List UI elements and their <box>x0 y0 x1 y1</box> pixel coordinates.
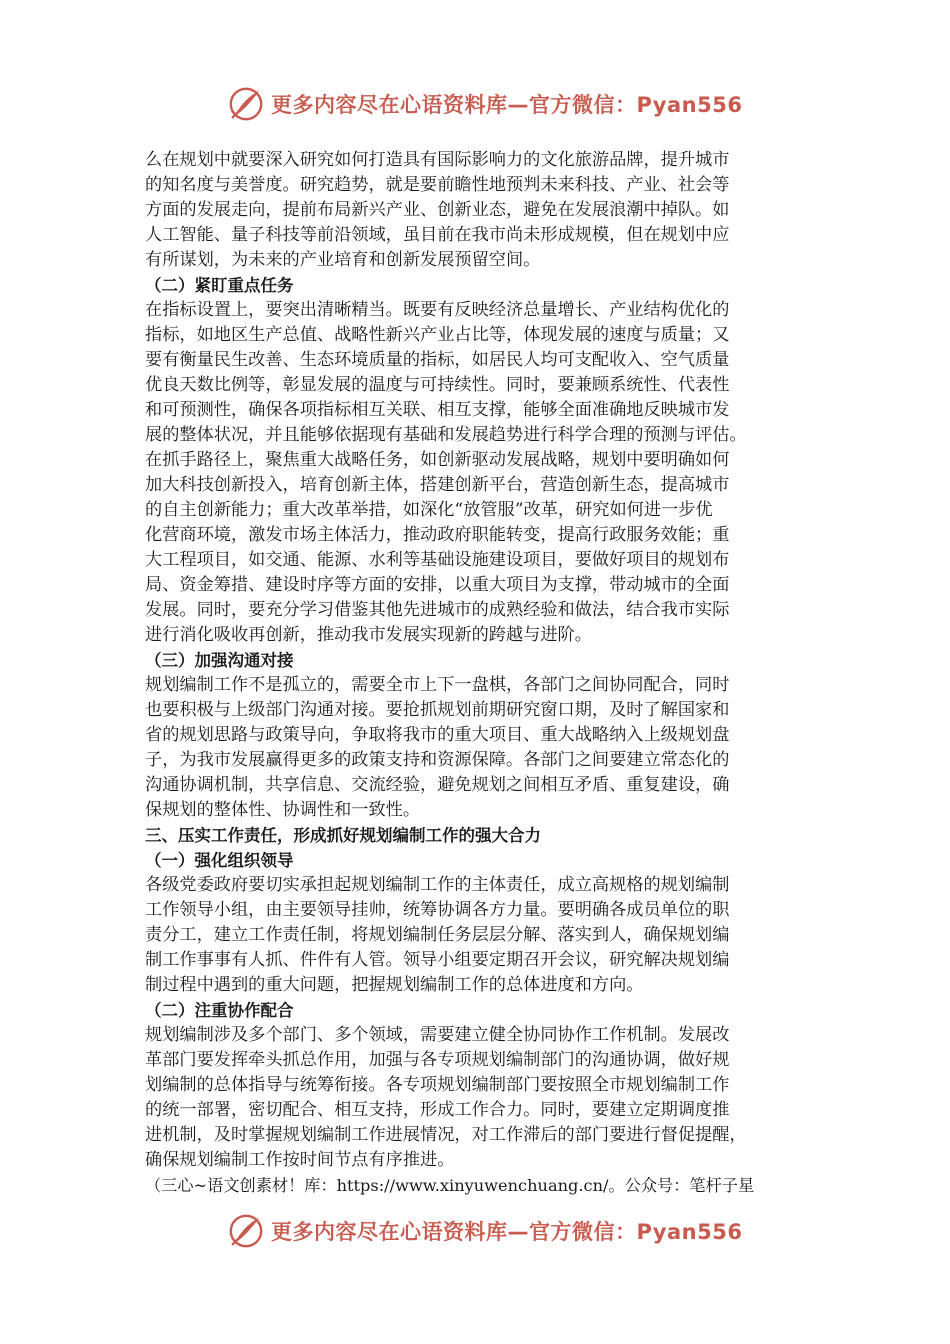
paragraph-line: 革部门要发挥牵头抓总作用，加强与各专项规划编制部门的沟通协调，做好规 <box>145 1050 730 1070</box>
paragraph-line: 也要积极与上级部门沟通对接。要抢抓规划前期研究窗口期，及时了解国家和 <box>145 700 730 720</box>
document-body <box>145 148 815 1198</box>
paragraph-line: 要有衡量民生改善、生态环境质量的指标，如居民人均可支配收入、空气质量 <box>145 350 730 370</box>
paragraph-line: 沟通协调机制，共享信息、交流经验，避免规划之间相互矛盾、重复建设，确 <box>145 775 730 795</box>
paragraph-line: 确保规划编制工作按时间节点有序推进。 <box>145 1150 455 1170</box>
quill-logo-icon <box>227 85 265 123</box>
paragraph-line: 化营商环境，激发市场主体活力，推动政府职能转变，提高行政服务效能；重 <box>145 525 730 545</box>
paragraph-line: 保规划的整体性、协调性和一致性。 <box>145 800 421 820</box>
paragraph-line: 有所谋划，为未来的产业培育和创新发展预留空间。 <box>145 250 541 270</box>
paragraph-line: 在指标设置上，要突出清晰精当。既要有反映经济总量增长、产业结构优化的 <box>145 300 730 320</box>
paragraph-line: 展的整体状况，并且能够依据现有基础和发展趋势进行科学合理的预测与评估。 <box>145 425 747 445</box>
section-heading: （三）加强沟通对接 <box>145 651 294 670</box>
paragraph-line: 指标，如地区生产总值、战略性新兴产业占比等，体现发展的速度与质量；又 <box>145 325 730 345</box>
paragraph-line: 子，为我市发展赢得更多的政策支持和资源保障。各部门之间要建立常态化的 <box>145 750 730 770</box>
paragraph-line: 划编制的总体指导与统筹衔接。各专项规划编制部门要按照全市规划编制工作 <box>145 1075 730 1095</box>
paragraph-line: 进行消化吸收再创新，推动我市发展实现新的跨越与进阶。 <box>145 625 592 645</box>
paragraph-line: 局、资金筹措、建设时序等方面的安排，以重大项目为支撑，带动城市的全面 <box>145 575 730 595</box>
paragraph-line: 的统一部署，密切配合、相互支持，形成工作合力。同时，要建立定期调度推 <box>145 1100 730 1120</box>
paragraph-line: 规划编制工作不是孤立的，需要全市上下一盘棋，各部门之间协同配合，同时 <box>145 675 730 695</box>
footer-banner-text: 更多内容尽在心语资料库—官方微信：Pyan556 <box>271 1220 743 1244</box>
paragraph-line: 规划编制涉及多个部门、多个领域，需要建立健全协同协作工作机制。发展改 <box>145 1025 730 1045</box>
paragraph-line: 加大科技创新投入，培育创新主体，搭建创新平台，营造创新生态，提高城市 <box>145 475 730 495</box>
paragraph-line: 进机制，及时掌握规划编制工作进展情况，对工作滞后的部门要进行督促提醒， <box>145 1125 747 1145</box>
quill-logo-icon <box>227 1212 265 1250</box>
paragraph-line: 方面的发展走向，提前布局新兴产业、创新业态，避免在发展浪潮中掉队。如 <box>145 200 730 220</box>
footer-banner <box>227 1209 743 1253</box>
paragraph-line: 制过程中遇到的重大问题，把握规划编制工作的总体进度和方向。 <box>145 975 644 995</box>
paragraph-line: 大工程项目，如交通、能源、水利等基础设施建设项目，要做好项目的规划布 <box>145 550 730 570</box>
paragraph-line: 在抓手路径上，聚焦重大战略任务，如创新驱动发展战略，规划中要明确如何 <box>145 450 730 470</box>
section-heading: （二）紧盯重点任务 <box>145 276 294 295</box>
paragraph-line: 工作领导小组，由主要领导挂帅，统筹协调各方力量。要明确各成员单位的职 <box>145 900 730 920</box>
paragraph-line: 的知名度与美誉度。研究趋势，就是要前瞻性地预判未来科技、产业、社会等 <box>145 175 730 195</box>
paragraph-line: 责分工，建立工作责任制，将规划编制任务层层分解、落实到人，确保规划编 <box>145 925 730 945</box>
section-heading: 三、压实工作责任，形成抓好规划编制工作的强大合力 <box>145 826 541 845</box>
paragraph-line: 省的规划思路与政策导向，争取将我市的重大项目、重大战略纳入上级规划盘 <box>145 725 730 745</box>
paragraph-line: 么在规划中就要深入研究如何打造具有国际影响力的文化旅游品牌，提升城市 <box>145 150 730 170</box>
paragraph-line: 各级党委政府要切实承担起规划编制工作的主体责任，成立高规格的规划编制 <box>145 875 730 895</box>
source-note: （三心~语文创素材！库：https://www.xinyuwenchuang.cn/。公众号：笔杆子星 <box>145 1176 755 1195</box>
section-heading: （二）注重协作配合 <box>145 1001 294 1020</box>
header-banner <box>227 82 743 126</box>
paragraph-line: 发展。同时，要充分学习借鉴其他先进城市的成熟经验和做法，结合我市实际 <box>145 600 730 620</box>
header-banner-text: 更多内容尽在心语资料库—官方微信：Pyan556 <box>271 93 743 117</box>
paragraph-line: 和可预测性，确保各项指标相互关联、相互支撑，能够全面准确地反映城市发 <box>145 400 730 420</box>
paragraph-line: 制工作事事有人抓、件件有人管。领导小组要定期召开会议，研究解决规划编 <box>145 950 730 970</box>
paragraph-line: 优良天数比例等，彰显发展的温度与可持续性。同时，要兼顾系统性、代表性 <box>145 375 730 395</box>
paragraph-line: 的自主创新能力；重大改革举措，如深化“放管服”改革，研究如何进一步优 <box>145 500 713 520</box>
section-heading: （一）强化组织领导 <box>145 851 294 870</box>
paragraph-line: 人工智能、量子科技等前沿领域，虽目前在我市尚未形成规模，但在规划中应 <box>145 225 730 245</box>
